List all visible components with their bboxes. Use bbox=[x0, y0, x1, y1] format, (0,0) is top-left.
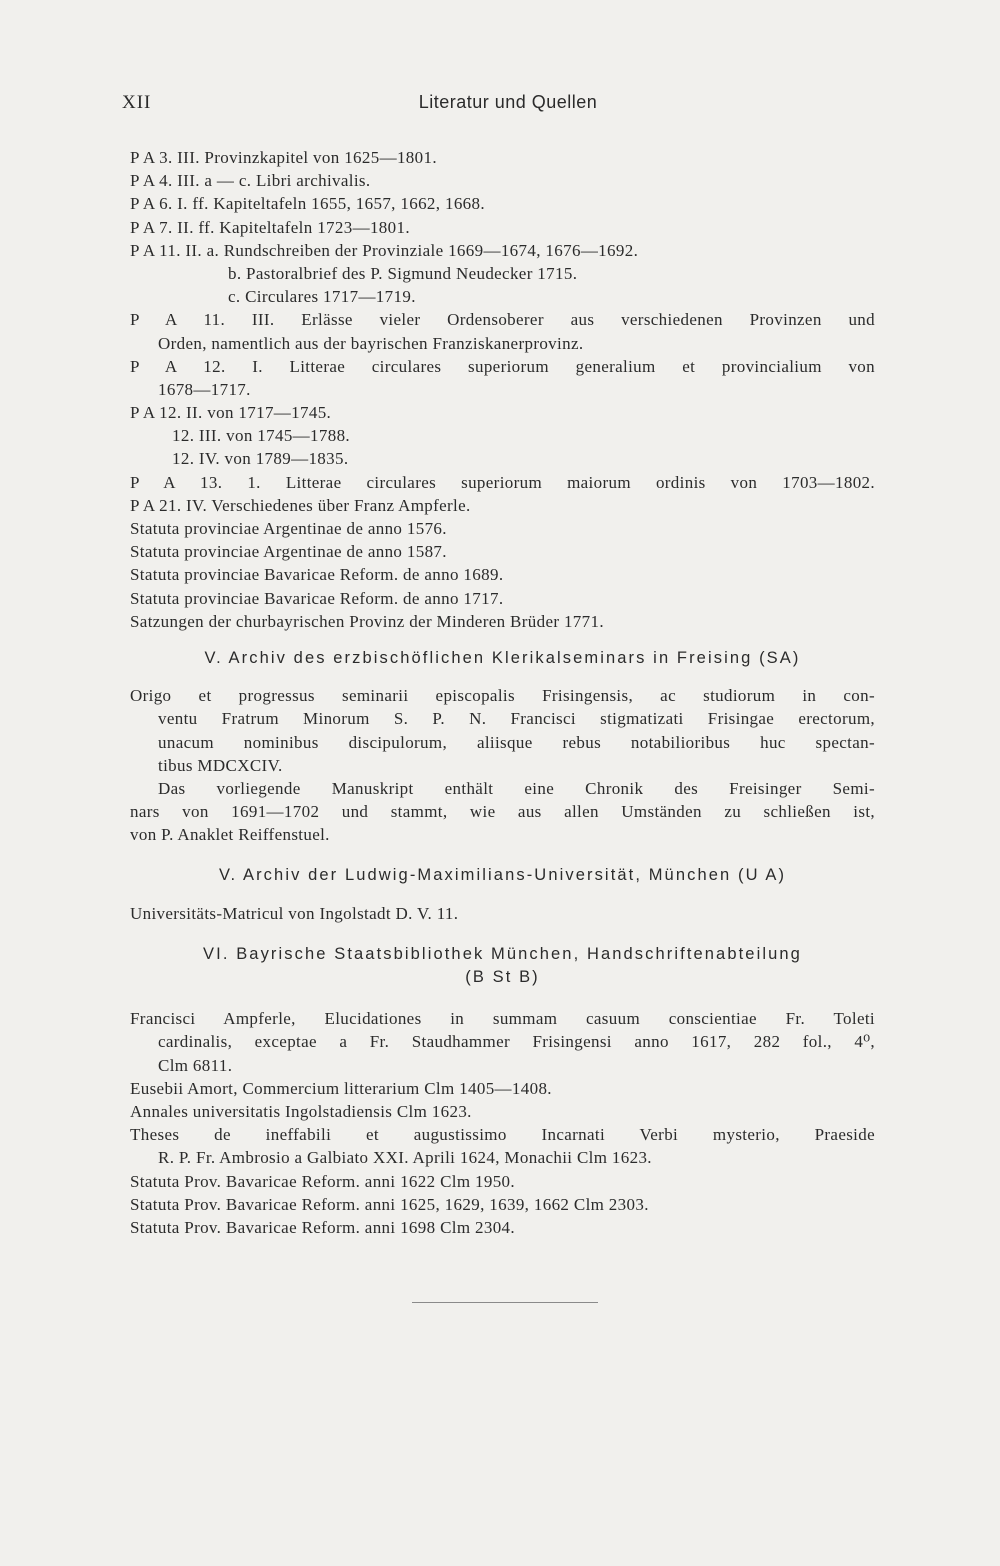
list-item: Satzungen der churbayrischen Provinz der Minderen Brüder 1771. bbox=[130, 611, 604, 631]
list-item: 12. III. von 1745—1788. bbox=[172, 426, 351, 446]
page-header bbox=[118, 92, 878, 120]
list-item-continuation: 1678—1717. bbox=[158, 379, 251, 399]
text-line: nars von 1691—1702 und stammt, wie aus allen Umständen zu schließen ist, bbox=[130, 802, 875, 822]
list-item: P A 11. II. a. Rundschreiben der Provinziale 1669—1674, 1676—1692. bbox=[130, 240, 639, 260]
list-item: Statuta Prov. Bavaricae Reform. anni 1698 Clm 2304. bbox=[130, 1217, 516, 1237]
page-body bbox=[130, 146, 875, 1239]
list-item: P A 13. 1. Litterae circulares superiorum maiorum ordinis von 1703—1802. bbox=[130, 472, 875, 492]
text-line: tibus MDCXCIV. bbox=[158, 755, 283, 775]
list-item: Statuta Prov. Bavaricae Reform. anni 1625, 1629, 1639, 1662 Clm 2303. bbox=[130, 1194, 649, 1214]
list-item: Annales universitatis Ingolstadiensis Clm 1623. bbox=[130, 1101, 472, 1121]
list-item: Theses de ineffabili et augustissimo Incarnati Verbi mysterio, Praeside bbox=[130, 1125, 875, 1145]
text-line: unacum nominibus discipulorum, aliisque rebus notabilioribus huc spectan- bbox=[158, 732, 875, 752]
section-heading-state-library: VI. Bayrische Staatsbibliothek München, Handschriftenabteilung bbox=[203, 944, 802, 963]
list-item: P A 3. III. Provinzkapitel von 1625—1801. bbox=[130, 148, 437, 167]
list-item: P A 7. II. ff. Kapiteltafeln 1723—1801. bbox=[130, 217, 410, 237]
list-item: P A 6. I. ff. Kapiteltafeln 1655, 1657, 1662, 1668. bbox=[130, 194, 485, 214]
provincial-archive-list bbox=[130, 146, 875, 633]
list-item: Statuta Prov. Bavaricae Reform. anni 1622 Clm 1950. bbox=[130, 1171, 516, 1191]
list-item: c. Circulares 1717—1719. bbox=[228, 287, 416, 307]
text-line: Origo et progressus seminarii episcopalis Frisingensis, ac studiorum in con- bbox=[130, 686, 875, 706]
list-item: Statuta provinciae Argentinae de anno 1587. bbox=[130, 542, 447, 562]
list-item: 12. IV. von 1789—1835. bbox=[172, 449, 349, 469]
section-heading-state-library-abbrev: (B St B) bbox=[465, 968, 540, 986]
list-item-continuation: Clm 6811. bbox=[158, 1055, 233, 1075]
running-title: Literatur und Quellen bbox=[418, 92, 598, 112]
state-library-list bbox=[130, 1007, 875, 1239]
page-number: XII bbox=[122, 92, 152, 113]
list-item: Eusebii Amort, Commercium litterarium Clm 1405—1408. bbox=[130, 1078, 552, 1098]
text-line: Das vorliegende Manuskript enthält eine Chronik des Freisinger Semi- bbox=[158, 778, 875, 798]
list-item: P A 12. I. Litterae circulares superiorum generalium et provincialium von bbox=[130, 356, 875, 376]
list-item: P A 12. II. von 1717—1745. bbox=[130, 403, 332, 423]
list-item: Statuta provinciae Argentinae de anno 1576. bbox=[130, 519, 447, 538]
section-heading-university-archive: V. Archiv der Ludwig-Maximilians-Universität, München (U A) bbox=[218, 866, 787, 885]
seminary-archive-entry bbox=[130, 684, 875, 846]
list-item: b. Pastoralbrief des P. Sigmund Neudecker 1715. bbox=[228, 263, 578, 283]
footer-rule bbox=[412, 1302, 598, 1303]
text-line: ventu Fratrum Minorum S. P. N. Francisci stigmatizati Frisingae erectorum, bbox=[158, 709, 875, 729]
list-item: P A 21. IV. Verschiedenes über Franz Ampferle. bbox=[130, 495, 471, 515]
section-heading-seminary-archive: V. Archiv des erzbischöflichen Klerikalseminars in Freising (SA) bbox=[204, 648, 801, 667]
text-line: von P. Anaklet Reiffenstuel. bbox=[130, 825, 330, 845]
list-item-continuation: cardinalis, exceptae a Fr. Staudhammer Frisingensi anno 1617, 282 fol., 4⁰, bbox=[158, 1032, 875, 1052]
list-item-continuation: R. P. Fr. Ambrosio a Galbiato XXI. Aprili 1624, Monachii Clm 1623. bbox=[158, 1148, 652, 1168]
list-item: Francisci Ampferle, Elucidationes in summam casuum conscientiae Fr. Toleti bbox=[130, 1009, 875, 1029]
text-line: Universitäts-Matricul von Ingolstadt D. V. 11. bbox=[130, 903, 459, 923]
list-item: Statuta provinciae Bavaricae Reform. de anno 1717. bbox=[130, 588, 504, 608]
list-item-continuation: Orden, namentlich aus der bayrischen Franziskanerprovinz. bbox=[158, 333, 584, 353]
list-item: P A 4. III. a — c. Libri archivalis. bbox=[130, 171, 371, 191]
list-item: P A 11. III. Erlässe vieler Ordensoberer aus verschiedenen Provinzen und bbox=[130, 310, 875, 330]
list-item: Statuta provinciae Bavaricae Reform. de anno 1689. bbox=[130, 565, 504, 585]
